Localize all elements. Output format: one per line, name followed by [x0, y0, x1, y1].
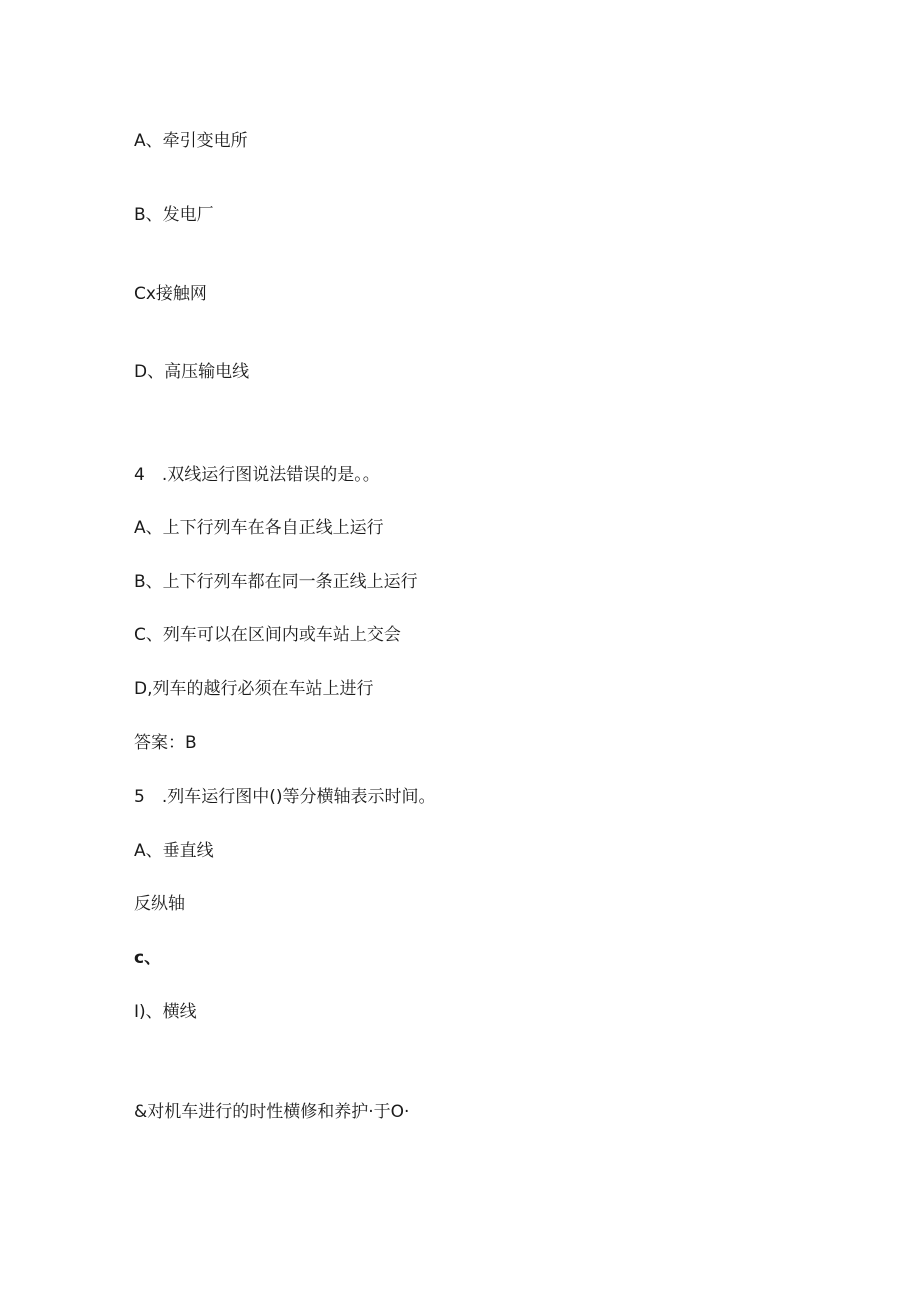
option-d-text: D、高压输电线 [134, 362, 250, 382]
option-d-text: I)、横线 [134, 1002, 197, 1022]
question-6-text: &对机车进行的时性横修和养护·于O· [134, 1102, 410, 1122]
option-b-text: B、上下行列车都在同一条正线上运行 [134, 572, 418, 592]
option-d-text: D,列车的越行必须在车站上进行 [134, 679, 374, 699]
answer-text: 答案：B [134, 733, 197, 753]
option-a-text: A、上下行列车在各自正线上运行 [134, 518, 384, 538]
option-b-text: B、发电厂 [134, 205, 214, 225]
question-4-text: 4 .双线运行图说法错误的是。。 [134, 465, 380, 485]
option-a-text: A、垂直线 [134, 841, 214, 861]
option-c-text: C、列车可以在区间内或车站上交会 [134, 625, 401, 645]
option-c-text: Cx接触网 [134, 284, 207, 304]
option-c-text: c、 [134, 948, 162, 968]
option-b-text: 反纵轴 [134, 894, 185, 914]
question-5-text: 5 .列车运行图中()等分横轴表示时间。 [134, 787, 436, 807]
option-a-text: A、牵引变电所 [134, 131, 248, 151]
